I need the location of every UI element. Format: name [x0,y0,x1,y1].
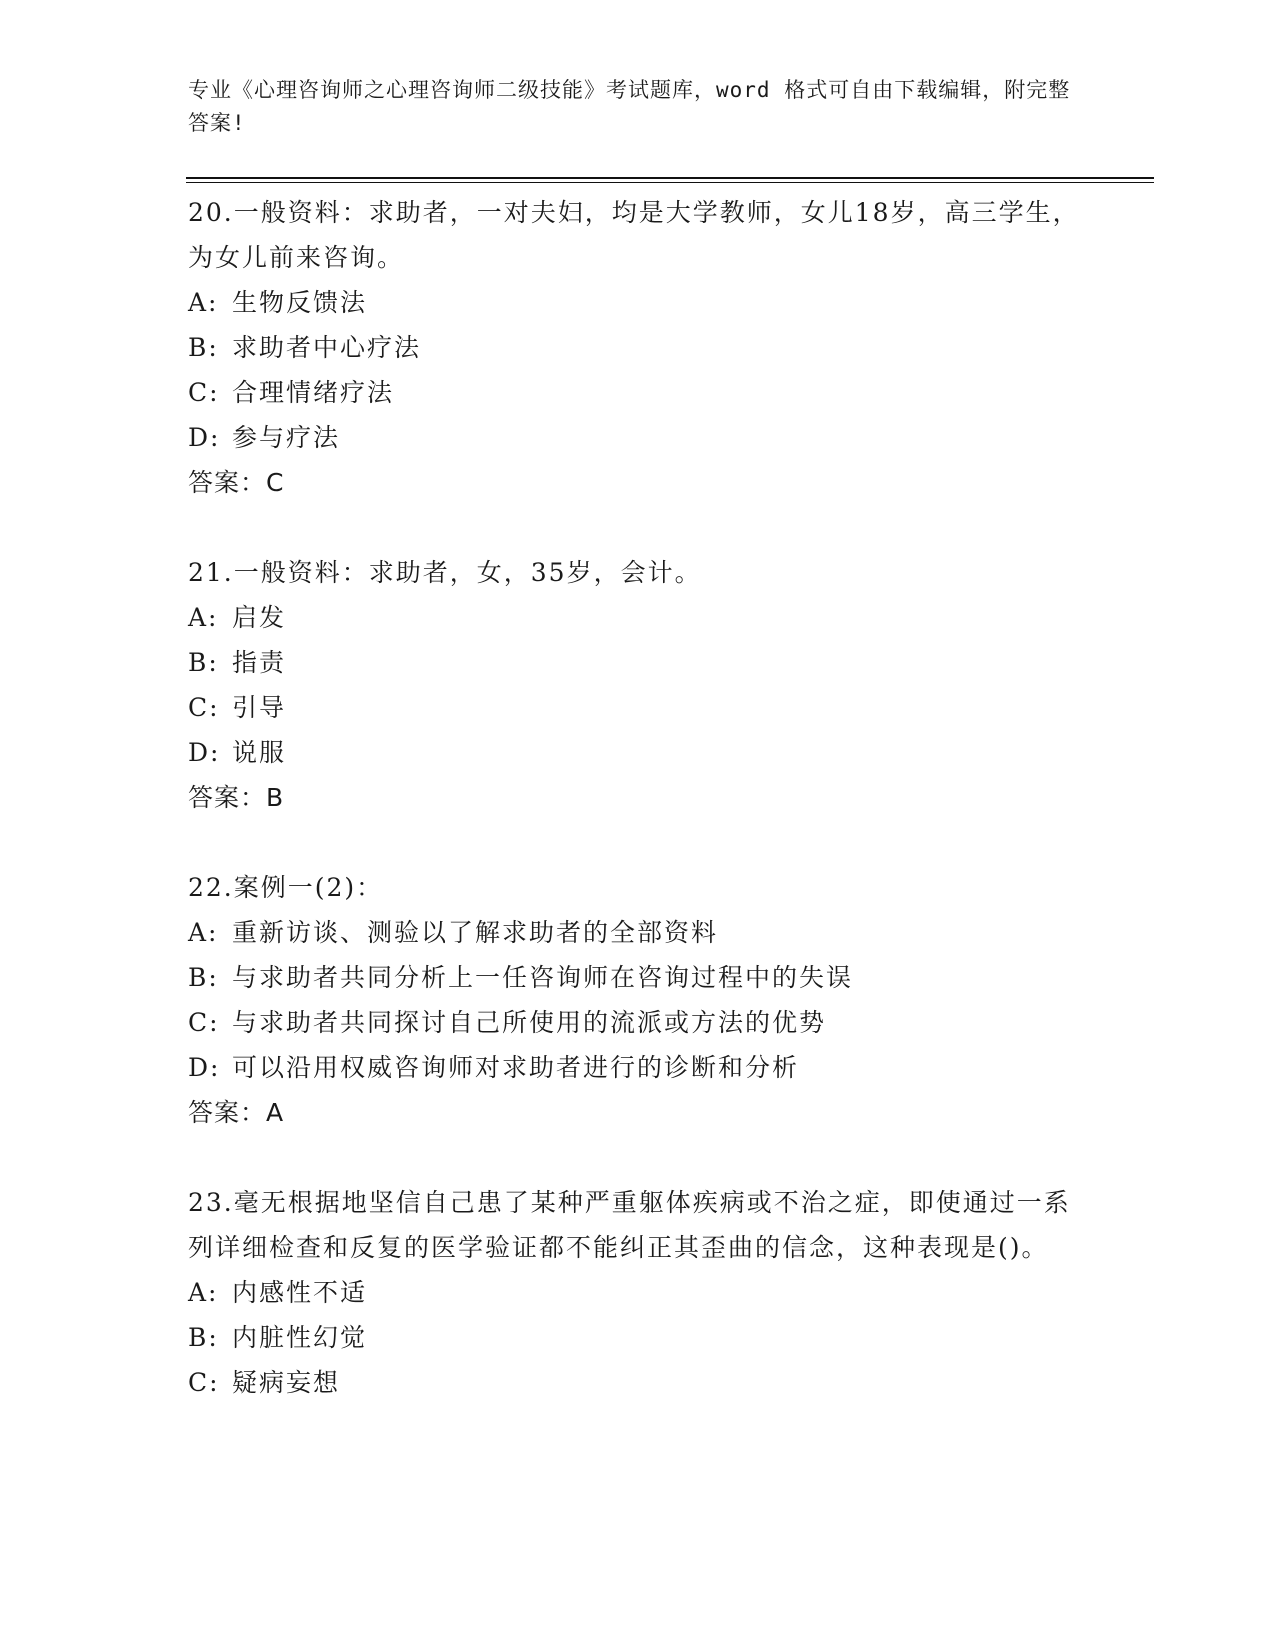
option-c [188,370,1088,415]
question-23 [188,1180,1088,1405]
option-letter: A: [188,918,219,947]
option-text: 内感性不适 [232,1278,368,1307]
option-c [188,1360,1088,1405]
option-letter: D: [188,738,221,767]
option-letter: A: [188,1278,219,1307]
option-letter: C: [188,693,220,722]
question-21 [188,550,1088,820]
option-letter: B: [188,1323,219,1352]
option-text: 启发 [232,603,287,632]
option-text: 引导 [232,693,287,722]
option-b [188,955,1088,1000]
question-stem: 21.一般资料：求助者，女，35岁，会计。 [188,558,702,587]
option-a [188,595,1088,640]
option-letter: A: [188,603,219,632]
option-b [188,1315,1088,1360]
option-text: 合理情绪疗法 [232,378,395,407]
option-b [188,640,1088,685]
question-20 [188,190,1088,505]
header-divider [186,177,1154,179]
option-d [188,415,1088,460]
option-letter: C: [188,1368,220,1397]
option-letter: B: [188,333,219,362]
header-divider-thin [186,182,1154,183]
answer-line: 答案：B [188,783,285,812]
question-stem: 23.毫无根据地坚信自己患了某种严重躯体疾病或不治之症，即使通过一系列详细检查和反复的医学验证都不能纠正其歪曲的信念，这种表现是()。 [188,1188,1071,1262]
option-text: 重新访谈、测验以了解求助者的全部资料 [232,918,719,947]
option-text: 内脏性幻觉 [232,1323,368,1352]
option-a [188,1270,1088,1315]
question-22 [188,865,1088,1135]
document-header: 专业《心理咨询师之心理咨询师二级技能》考试题库，word 格式可自由下载编辑，附完整答案! [188,78,1071,135]
option-text: 与求助者共同分析上一任咨询师在咨询过程中的失误 [232,963,854,992]
option-c [188,1000,1088,1045]
option-letter: C: [188,378,220,407]
option-text: 说服 [232,738,287,767]
option-text: 指责 [232,648,287,677]
option-text: 生物反馈法 [232,288,368,317]
option-a [188,280,1088,325]
option-d [188,1045,1088,1090]
option-letter: D: [188,423,221,452]
answer-line: 答案：A [188,1098,285,1127]
option-letter: B: [188,963,219,992]
question-list [188,190,1088,1450]
option-text: 可以沿用权威咨询师对求助者进行的诊断和分析 [232,1053,800,1082]
option-letter: D: [188,1053,221,1082]
option-b [188,325,1088,370]
option-d [188,730,1088,775]
option-text: 参与疗法 [232,423,341,452]
option-a [188,910,1088,955]
option-text: 疑病妄想 [232,1368,341,1397]
question-stem: 20.一般资料：求助者，一对夫妇，均是大学教师，女儿18岁，高三学生，为女儿前来咨询。 [188,198,1080,272]
option-text: 与求助者共同探讨自己所使用的流派或方法的优势 [232,1008,827,1037]
option-letter: A: [188,288,219,317]
question-stem: 22.案例一(2)： [188,873,384,902]
option-letter: B: [188,648,219,677]
answer-line: 答案：C [188,468,285,497]
option-letter: C: [188,1008,220,1037]
option-c [188,685,1088,730]
option-text: 求助者中心疗法 [232,333,422,362]
